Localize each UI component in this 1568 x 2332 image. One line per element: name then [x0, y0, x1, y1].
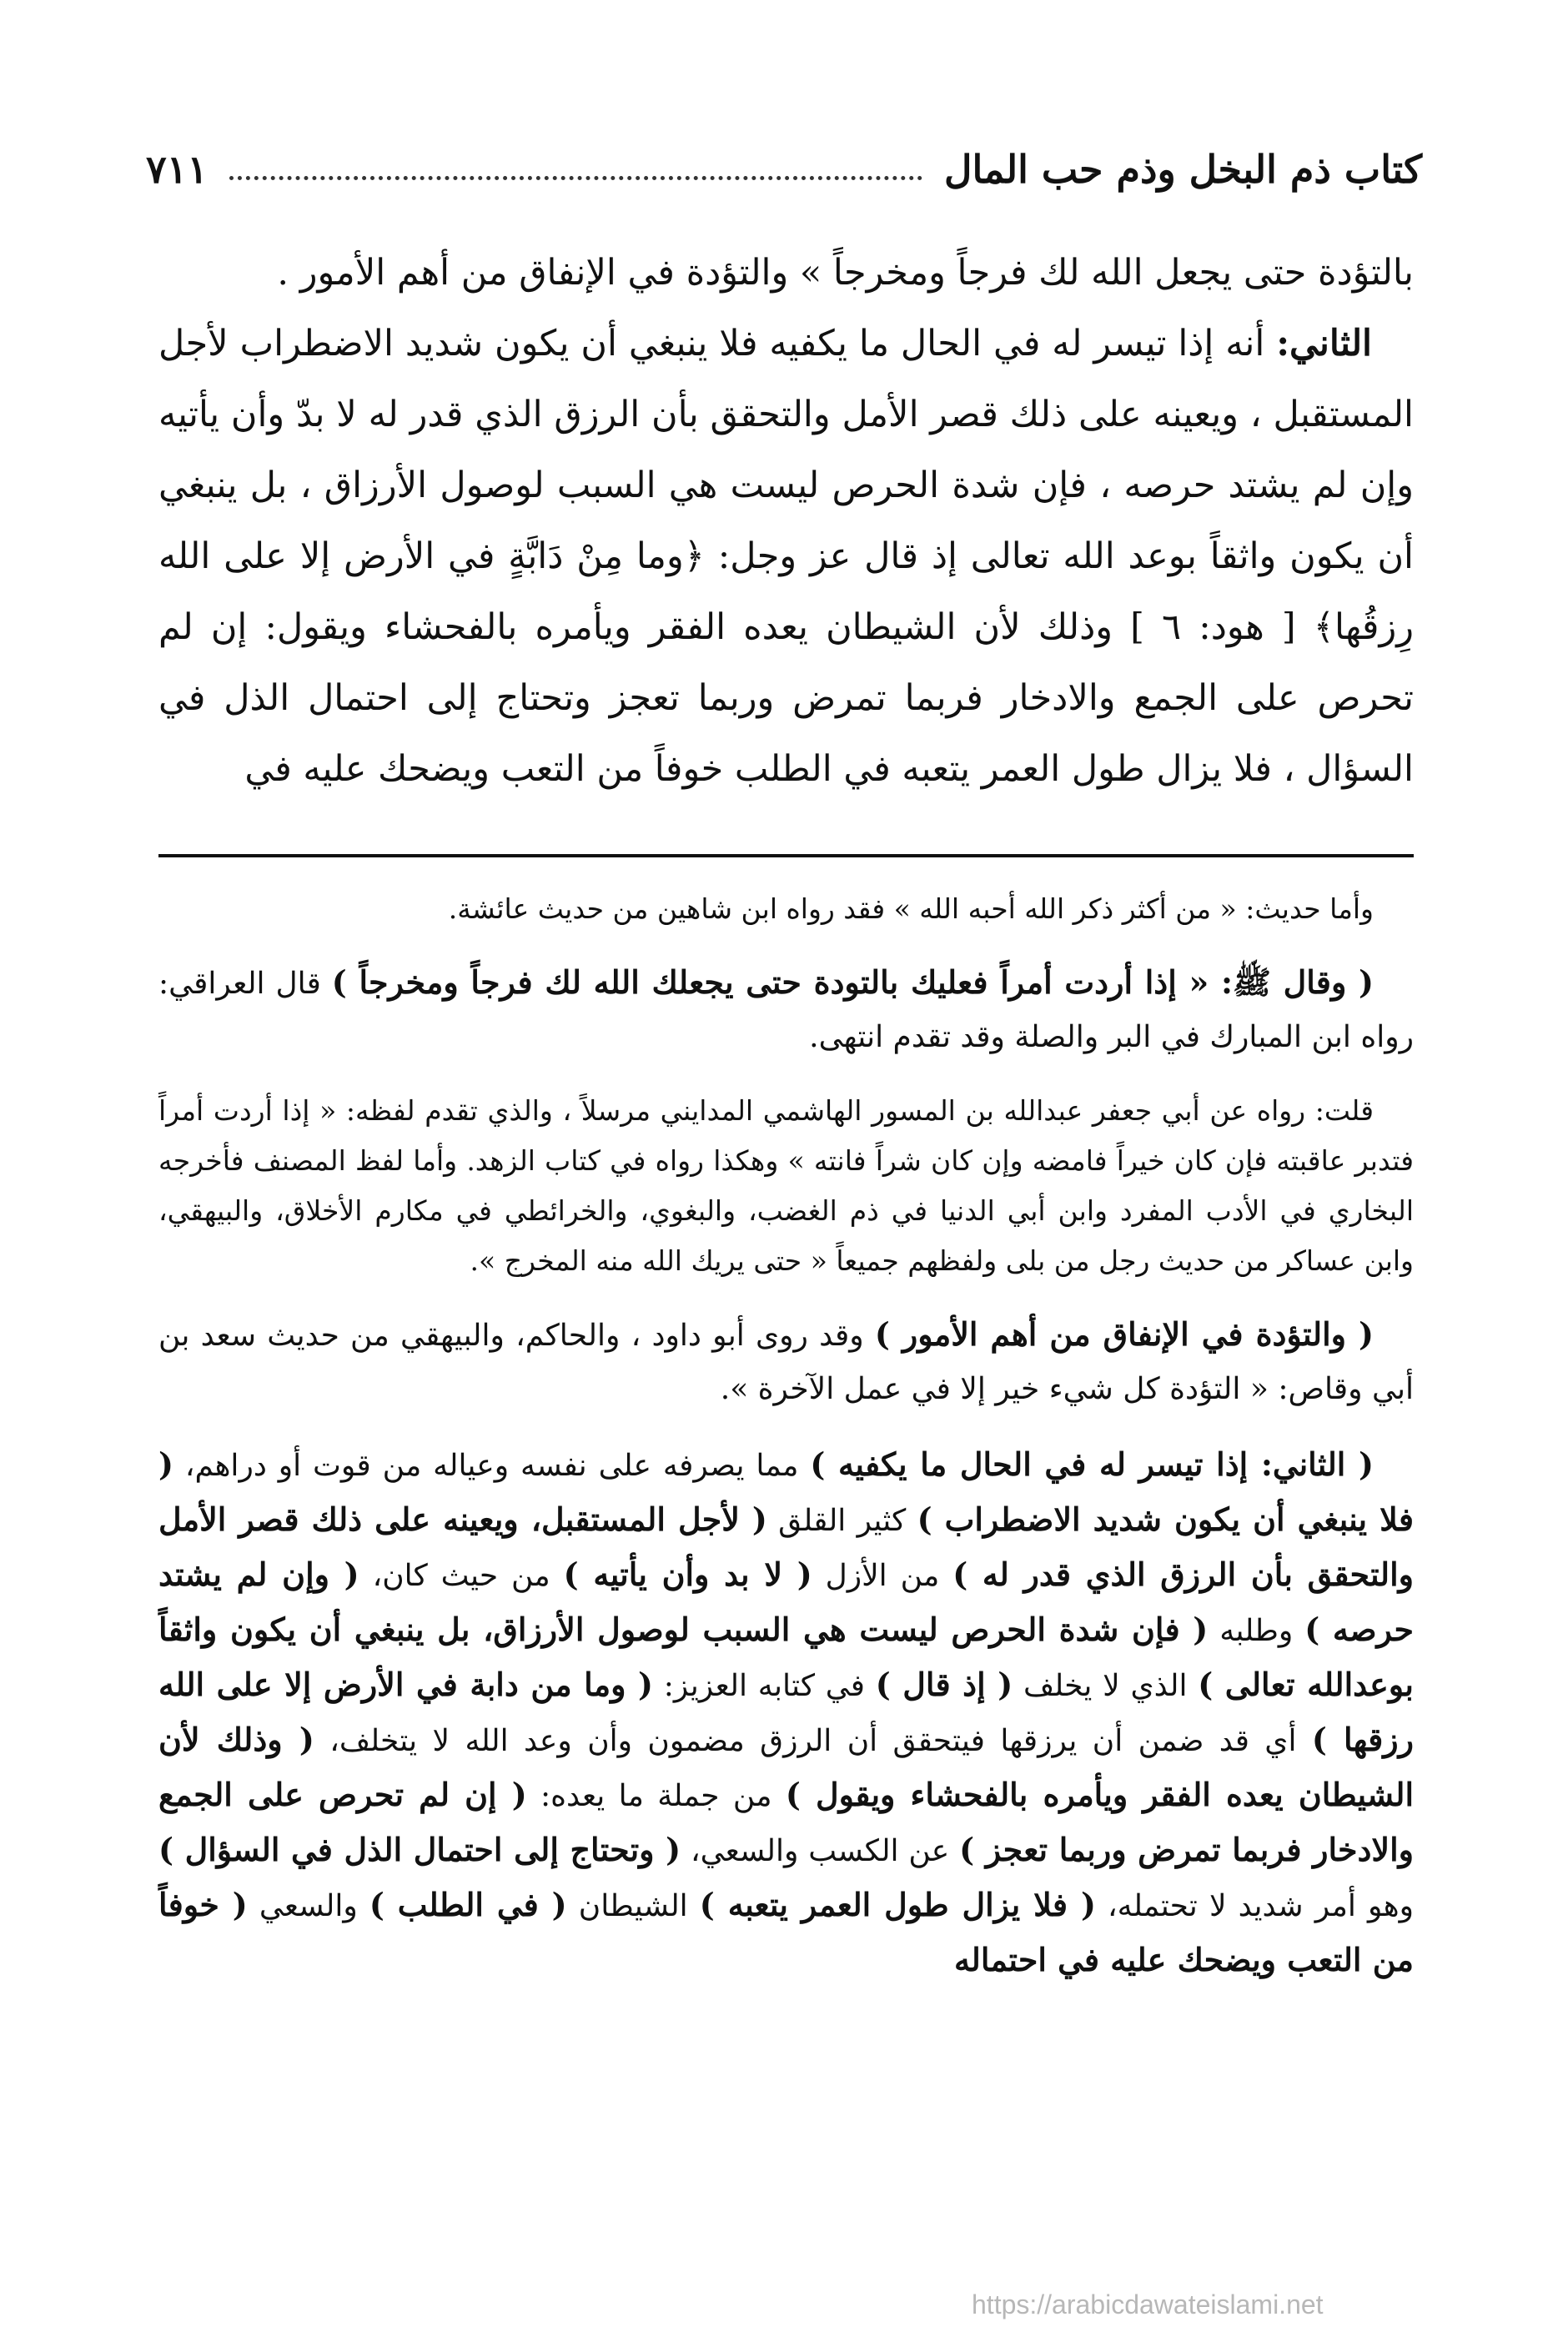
- quote-text: ( فلا يزال طول العمر يتعبه ): [699, 1886, 1096, 1923]
- running-header: [146, 125, 1422, 192]
- quote-text: ( في الطلب ): [369, 1886, 567, 1923]
- watermark-url: https://arabicdawateislami.net: [972, 2289, 1324, 2319]
- commentary-para-2: [158, 956, 1414, 1064]
- commentary-text: كثير القلق: [766, 1504, 917, 1538]
- quote-text: ( الثاني: إذا تيسر له في الحال ما يكفيه ): [810, 1445, 1374, 1483]
- commentary-para-3: قلت: رواه عن أبي جعفر عبدالله بن المسور الهاشمي المدايني مرسلاً ، والذي تقدم لفظه: « إذا أردت أمراً فتدبر عاقبته فإن كان خيراً فامضه وإن كان شراً فانته » وهكذا رواه في كتاب الزهد. وأما لفظ المصنف فأخرجه البخاري في الأدب المفرد وابن أبي الدنيا في ذم الغضب، والبغوي، والخرائطي في مكارم الأخلاق، والبيهقي، وابن عساكر من حديث رجل من بلى ولفظهم جميعاً « حتى يريك الله منه المخرج ».: [158, 1094, 1414, 1277]
- commentary-text: أي قد ضمن أن يرزقها فيتحقق أن الرزق مضمون وأن وعد الله لا يتخلف،: [314, 1724, 1312, 1758]
- quote-text: ( إذ قال ): [875, 1666, 1013, 1703]
- quote-text: ( وقال ﷺ: « إذا أردت أمراً فعليك بالتودة حتى يجعلك الله لك فرجاً ومخرجاً ): [331, 963, 1374, 1001]
- quote-text: ( والتؤدة في الإنفاق من أهم الأمور ): [874, 1315, 1374, 1353]
- commentary-block: [158, 884, 1414, 2010]
- commentary-text: من حيث كان،: [359, 1559, 564, 1593]
- quote-text: ( فإن شدة الحرص ليست هي السبب لوصول الأرزاق، بل ينبغي أن يكون واثقاً بوعدالله تعالى ): [158, 1611, 1414, 1703]
- commentary-text: في كتابه العزيز:: [652, 1669, 876, 1703]
- commentary-para-4: [158, 1308, 1414, 1416]
- commentary-text: وطلبه: [1208, 1614, 1305, 1648]
- second-body: أنه إذا تيسر له في الحال ما يكفيه فلا ينبغي أن يكون شديد الاضطراب لأجل المستقبل ، ويعينه على ذلك قصر الأمل والتحقق بأن الرزق الذي قدر له لا بدّ وأن يأتيه وإن لم يشتد حرصه ، فإن شدة الحرص ليست هي السبب لوصول الأرزاق ، بل ينبغي أن يكون واثقاً بوعد الله تعالى إذ قال عز وجل: ﴿وما مِنْ دَابَّةٍ في الأرض إلا على الله رِزقُها﴾ [ هود: ٦ ] وذلك لأن الشيطان يعده الفقر ويأمره بالفحشاء ويقول: إن لم تحرص على الجمع والادخار فربما تمرض وربما تعجز وتحتاج إلى احتمال الذل في السؤال ، فلا يزال طول العمر يتعبه في الطلب خوفاً من التعب ويضحك عليه في: [158, 323, 1414, 790]
- book-title: كتاب ذم البخل وذم حب المال: [944, 147, 1422, 192]
- quote-text: ( إن لم تحرص على الجمع والادخار فربما تمرض وربما تعجز ): [158, 1776, 1415, 1868]
- commentary-text: والسعي: [247, 1889, 369, 1923]
- commentary-text: من جملة ما يعده:: [526, 1779, 786, 1813]
- dotted-leader: [229, 176, 922, 180]
- main-text: [158, 238, 1414, 805]
- commentary-para-1: وأما حديث: « من أكثر ذكر الله أحبه الله » فقد رواه ابن شاهين من حديث عائشة.: [448, 892, 1374, 925]
- commentary-text: الذي لا يخلف: [1013, 1669, 1199, 1703]
- quote-text: ( وما من دابة في الأرض إلا على الله رزقها ): [158, 1666, 1414, 1758]
- quote-text: ( خوفاً من التعب ويضحك عليه في احتماله: [158, 1886, 1414, 1978]
- main-paragraph-second: [158, 309, 1414, 805]
- commentary-text: وقد روى أبو داود ، والحاكم، والبيهقي من حديث سعد بن أبي وقاص: « التؤدة كل شيء خير إلا في عمل الآخرة ».: [158, 1319, 1414, 1406]
- commentary-text: وهو أمر شديد لا تحتمله،: [1095, 1889, 1414, 1923]
- second-heading: الثاني:: [1276, 323, 1372, 364]
- quote-text: ( لا بد وأن يأتيه ): [563, 1556, 812, 1593]
- quote-text: ( وإن لم يشتد حرصه ): [158, 1556, 1414, 1648]
- commentary-text: عن الكسب والسعي،: [681, 1834, 960, 1868]
- main-line-1: بالتؤدة حتى يجعل الله لك فرجاً ومخرجاً » والتؤدة في الإنفاق من أهم الأمور .: [277, 252, 1414, 294]
- page-number: ٧١١: [146, 147, 209, 192]
- commentary-text: قال العراقي: رواه ابن المبارك في البر والصلة وقد تقدم انتهى.: [158, 967, 1414, 1054]
- commentary-text: الشيطان: [566, 1889, 700, 1923]
- quote-text: ( وتحتاج إلى احتمال الذل في السؤال ): [158, 1831, 681, 1868]
- quote-text: ( لأجل المستقبل، ويعينه على ذلك قصر الأمل والتحقق بأن الرزق الذي قدر له ): [158, 1500, 1415, 1593]
- commentary-text: مما يصرفه على نفسه وعياله من قوت أو دراهم،: [173, 1449, 811, 1483]
- footnote-separator: [158, 854, 1414, 857]
- quote-text: ( وذلك لأن الشيطان يعده الفقر ويأمره بالفحشاء ويقول ): [158, 1721, 1415, 1813]
- commentary-para-5: [158, 1438, 1414, 1988]
- commentary-text: من الأزل: [812, 1559, 953, 1593]
- quote-text: ( فلا ينبغي أن يكون شديد الاضطراب ): [158, 1445, 1415, 1538]
